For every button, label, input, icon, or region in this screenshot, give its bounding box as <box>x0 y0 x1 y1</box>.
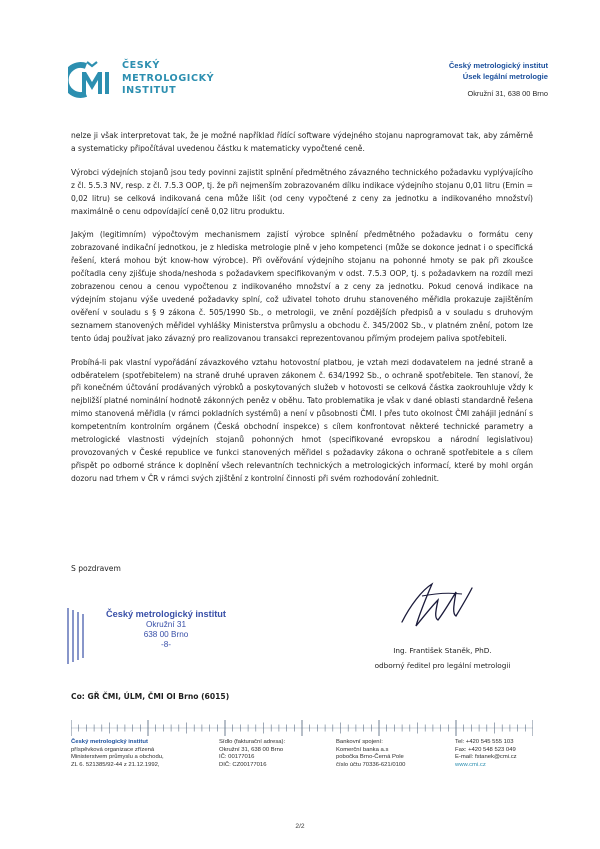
institute-stamp <box>62 602 237 672</box>
footer-col-institute <box>71 739 206 769</box>
footer-line: Sídlo (fakturační adresa): <box>219 739 286 745</box>
footer-line: DIČ: CZ00177016 <box>219 761 267 768</box>
footer-website-link[interactable]: www.cmi.cz <box>455 761 486 768</box>
greeting: S pozdravem <box>71 564 121 573</box>
footer-col-contact <box>455 739 545 769</box>
copy-to: Co: GŘ ČMI, ÚLM, ČMI OI Brno (6015) <box>71 692 230 701</box>
logo-wordmark <box>122 60 214 98</box>
footer-line: IČ: 00177016 <box>219 754 255 761</box>
letter-body <box>71 130 533 497</box>
stamp-line: -8- <box>160 640 171 649</box>
logo-line: INSTITUT <box>122 85 177 96</box>
stamp-line: Okružní 31 <box>145 620 187 629</box>
footer-line: Ministerstvem průmyslu a obchodu, <box>71 754 164 761</box>
page-number: 2/2 <box>295 823 305 830</box>
footer-line: Bankovní spojení: <box>336 739 383 745</box>
footer-line: Komerční banka a.s <box>336 746 389 753</box>
stamp-line: Český metrologický institut <box>106 609 226 619</box>
header-address-block <box>348 60 548 100</box>
footer-email[interactable]: E-mail: fstanek@cmi.cz <box>455 754 517 761</box>
signer-name: Ing. František Staněk, PhD. <box>393 646 492 655</box>
logo-line: METROLOGICKÝ <box>122 72 215 84</box>
signer-block <box>350 644 535 673</box>
paragraph: Jakým (legitimním) výpočtovým mechanismem zajistí výrobce splnění předmětného požadavku o formátu ceny zobrazované indikační jednotkou, je z hlediska metrologie plně v jeho kompetenci (může se dokonce jednat i o specifická řešení, která mohou být know-how výrobce). Při ověřování výdejního stojanu na pohonné hmoty se pak při zkoušce počítadla ceny zjišťuje shoda/neshoda s požadavkem specifikovaným v odst. 7.5.3 OOP, tj. s požadavkem na rozdíl mezi zobrazenou cenou a cenou vypočtenou z indikovaného množství a z ceny za jednotku. Pokud cenová indikace na výdejním stojanu výše uvedené požadavky splní, což uživatel tohoto druhu stanoveného měřidla prokazuje zajištěním ověření v souladu s § 9 zákona č. 505/1990 Sb., o metrologii, ve znění pozdějších předpisů a v souladu s druhovým seznamem stanovených měřidel vyhlášky Ministerstva průmyslu a obchodu č. 345/2002 Sb., v platném znění, potom lze tento údaj používat jako závazný pro realizovanou transakci reprezentovanou přímým prodejem paliva spotřebiteli. <box>71 230 533 343</box>
footer-line: Český metrologický institut <box>71 739 148 745</box>
footer-line: Okružní 31, 638 00 Brno <box>219 746 284 753</box>
stamp-line: 638 00 Brno <box>143 630 189 639</box>
stamp-text <box>86 608 246 650</box>
paragraph: Probíhá-li pak vlastní vypořádání závazkového vztahu hotovostní platbou, je vztah mezi dodavatelem na jedné straně a odběratelem (spotřebitelem) na straně druhé upraven zákonem č. 634/1992 Sb., o ochraně spotřebitele. Ten stanoví, že při konečném účtování prodávaných výrobků a poskytovaných služeb v hotovosti se celková částka zaokrouhluje vždy k nejbližší platné nominální hodnotě zákonných peněz v oběhu. Tato problematika je však v dané oblasti standardně řešena mimo stanovená měřidla (v rámci pokladních systémů) a není v působnosti ČMI. I přes tuto okolnost ČMI zahájil jednání s kompetentním kontrolním orgánem (Česká obchodní inspekce) s cílem konfrontovat některé technické parametry a metrologické vlastnosti výdejních stojanů pohonných hmot (specifikované evropskou a národní legislativou) provozovaných v České republice ve funkci stanovených měřidel s požadavky zákona o ochraně spotřebitele a s cílem přispět po odborné stránce k doplnění všech relevantních technických a metrologických informací, které by mohl orgán dozoru nad trhem v ČR v rámci svých zjištění z kontrolní činnosti při svém rozhodování zohlednit. <box>71 357 533 483</box>
paragraph: Výrobci výdejních stojanů jsou tedy povinni zajistit splnění předmětného závazného technického požadavku vyplývajícího z čl. 5.5.3 NV, resp. z čl. 7.5.3 OOP, tj. že při nejmenším zobrazovaném dílku indikace výdejního stojanu 0,01 litru (Emin = 0,02 litru) se celková indikovaná cena může lišit (od ceny vypočtené z ceny za jednotku a indikovaného množství) maximálně o cenu odpovídající ceně 0,02 litru produktu. <box>71 167 533 216</box>
footer-col-seat <box>219 739 319 769</box>
handwritten-signature-icon <box>392 576 482 636</box>
header-address: Okružní 31, 638 00 Brno <box>467 89 548 98</box>
footer-col-bank <box>336 739 446 769</box>
footer-ruler <box>71 719 533 737</box>
footer-phone: Tel: +420 545 555 103 <box>455 739 514 745</box>
signer-title: odborný ředitel pro legální metrologii <box>374 660 511 670</box>
cmi-logo <box>68 58 215 108</box>
footer-fax: Fax: +420 548 523 049 <box>455 746 516 753</box>
header-department: Úsek legální metrologie <box>462 72 548 81</box>
footer-line: pobočka Brno-Černá Pole <box>336 754 404 761</box>
cmi-logo-mark-icon <box>68 60 114 100</box>
footer-line: příspěvková organizace zřízená <box>71 746 155 753</box>
paragraph: nelze ji však interpretovat tak, že je možné například řídící software výdejného stojanu naprogramovat tak, aby záměrně a systematicky připočítával uvedenou částku k matematicky vypočtené ceně. <box>71 131 533 153</box>
footer-line: ZL 6. 521385/92-44 z 21.12.1992, <box>71 761 160 768</box>
logo-line: ČESKÝ <box>122 60 160 71</box>
header-org-name: Český metrologický institut <box>448 61 548 70</box>
footer-line: číslo účtu 70336-621/0100 <box>336 761 406 768</box>
